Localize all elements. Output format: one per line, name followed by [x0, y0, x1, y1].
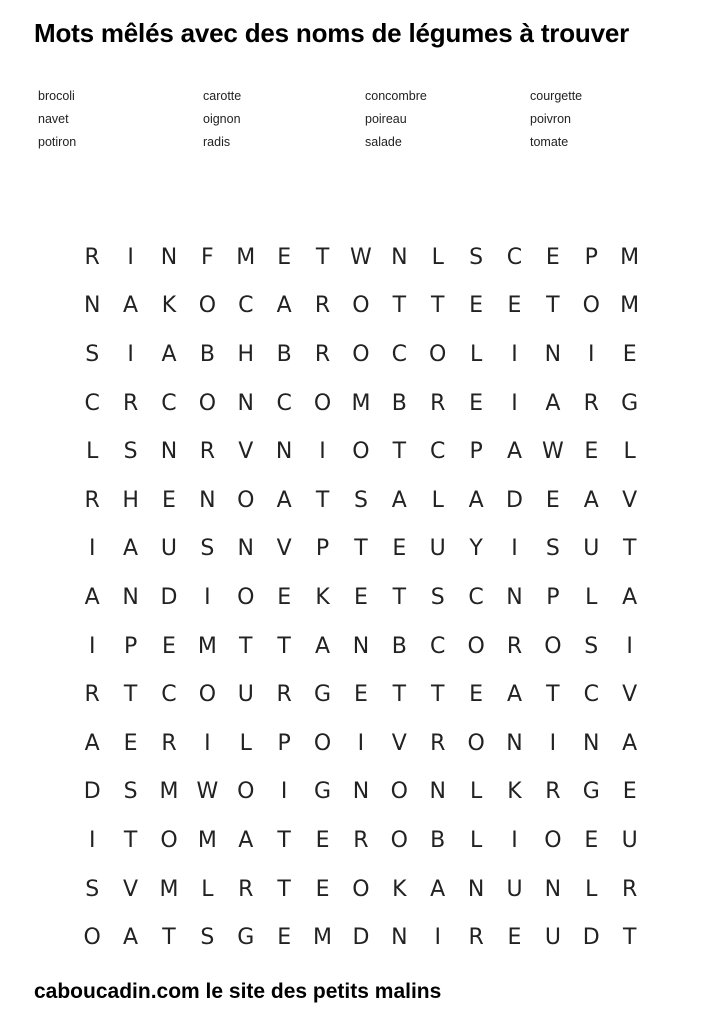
grid-letter: V — [276, 536, 292, 562]
grid-letter: S — [200, 536, 215, 562]
grid-letter: I — [88, 633, 96, 659]
page-title: Mots mêlés avec des noms de légumes à trouver — [34, 18, 630, 48]
grid-letter: A — [583, 487, 599, 513]
grid-letter: R — [430, 730, 446, 756]
word-list-item: tomate — [530, 135, 569, 149]
grid-letter: T — [123, 682, 138, 708]
grid-letter: O — [160, 827, 178, 853]
grid-letter: R — [276, 682, 292, 708]
grid-letter: T — [239, 633, 253, 659]
grid-letter: O — [467, 633, 485, 659]
grid-letter: I — [319, 439, 326, 465]
grid-letter: O — [390, 827, 408, 853]
grid-letter: U — [544, 925, 561, 951]
grid-letter: A — [123, 925, 139, 951]
grid-letter: S — [200, 925, 215, 951]
grid-letter: A — [123, 293, 139, 319]
grid-letter: U — [583, 536, 600, 562]
grid-letter: G — [582, 779, 600, 805]
grid-letter: M — [620, 293, 640, 319]
grid-letter: P — [315, 536, 330, 562]
grid-letter: R — [84, 244, 100, 270]
grid-letter: A — [391, 487, 407, 513]
grid-letter: P — [546, 584, 560, 610]
grid-letter: B — [391, 390, 407, 416]
grid-letter: P — [123, 633, 138, 659]
grid-letter: A — [315, 633, 331, 659]
grid-letter: T — [277, 827, 291, 853]
grid-letter: M — [313, 925, 333, 951]
grid-letter: L — [585, 584, 598, 610]
grid-letter: E — [315, 827, 330, 853]
grid-letter: R — [314, 341, 331, 367]
grid-letter: V — [123, 876, 139, 902]
grid-letter: I — [88, 827, 96, 853]
grid-letter: O — [198, 390, 217, 416]
grid-letter: S — [123, 439, 138, 465]
grid-letter: A — [545, 390, 561, 416]
word-list-item: salade — [365, 135, 402, 149]
site-footer: caboucadin.com le site des petits malins — [34, 980, 442, 1003]
grid-letter: R — [238, 876, 254, 902]
grid-letter: S — [85, 341, 100, 367]
grid-letter: Y — [469, 536, 483, 562]
grid-letter: O — [198, 682, 217, 708]
grid-letter: N — [352, 633, 370, 659]
grid-letter: T — [315, 244, 330, 270]
grid-letter: C — [276, 390, 292, 416]
grid-letter: O — [198, 293, 217, 319]
grid-letter: P — [277, 730, 291, 756]
grid-letter: C — [391, 341, 407, 367]
grid-letter: N — [160, 244, 178, 270]
grid-letter: U — [237, 682, 254, 708]
grid-letter: E — [622, 341, 637, 367]
grid-letter: R — [430, 390, 446, 416]
grid-letter: R — [84, 682, 100, 708]
word-list-item: potiron — [38, 135, 77, 149]
grid-letter: A — [622, 584, 638, 610]
grid-letter: K — [315, 584, 330, 610]
grid-letter: A — [123, 536, 139, 562]
word-list-item: oignon — [203, 112, 241, 126]
grid-letter: T — [622, 536, 637, 562]
grid-letter: S — [469, 244, 484, 270]
grid-letter: T — [546, 293, 560, 319]
grid-letter: K — [161, 293, 177, 319]
grid-letter: O — [237, 584, 255, 610]
grid-letter: E — [469, 682, 484, 708]
grid-letter: T — [123, 827, 138, 853]
grid-letter: W — [350, 244, 372, 270]
grid-letter: I — [511, 827, 518, 853]
grid-letter: D — [83, 779, 101, 805]
grid-letter: A — [276, 293, 292, 319]
grid-letter: C — [430, 439, 446, 465]
grid-letter: D — [160, 584, 178, 610]
grid-letter: T — [392, 439, 407, 465]
grid-letter: E — [277, 244, 292, 270]
grid-letter: O — [237, 779, 255, 805]
grid-letter: E — [507, 925, 522, 951]
grid-letter: T — [392, 682, 407, 708]
grid-letter: N — [506, 730, 523, 756]
grid-letter: A — [84, 584, 100, 610]
grid-letter: E — [277, 925, 292, 951]
grid-letter: O — [352, 341, 370, 367]
grid-letter: T — [392, 584, 407, 610]
grid-letter: S — [85, 876, 100, 902]
grid-letter: I — [588, 341, 595, 367]
grid-letter: B — [276, 341, 292, 367]
grid-letter: D — [506, 487, 523, 513]
grid-letter: A — [430, 876, 446, 902]
grid-letter: C — [468, 584, 484, 610]
grid-letter: B — [391, 633, 407, 659]
word-list-item: courgette — [530, 89, 583, 103]
grid-letter: E — [507, 293, 522, 319]
grid-letter: V — [391, 730, 407, 756]
grid-letter: R — [353, 827, 369, 853]
grid-letter: N — [429, 779, 446, 805]
grid-letter: I — [434, 925, 441, 951]
grid-letter: E — [469, 293, 484, 319]
word-list-item: poireau — [365, 112, 407, 126]
grid-letter: I — [280, 779, 288, 805]
grid-letter: A — [468, 487, 484, 513]
grid-letter: A — [506, 682, 523, 708]
grid-letter: E — [392, 536, 407, 562]
grid-letter: R — [84, 487, 100, 513]
grid-letter: L — [431, 244, 444, 270]
grid-letter: O — [352, 439, 370, 465]
grid-letter: N — [583, 730, 600, 756]
grid-letter: I — [549, 730, 557, 756]
grid-letter: O — [544, 633, 562, 659]
letter-grid — [73, 233, 650, 971]
grid-letter: N — [467, 876, 485, 902]
grid-letter: O — [237, 487, 255, 513]
grid-letter: S — [353, 487, 368, 513]
grid-letter: N — [506, 584, 523, 610]
grid-letter: U — [621, 827, 638, 853]
grid-letter: O — [313, 390, 332, 416]
word-list-item: carotte — [203, 89, 242, 103]
grid-letter: T — [315, 487, 330, 513]
grid-letter: C — [430, 633, 446, 659]
grid-letter: E — [277, 584, 292, 610]
grid-letter: A — [161, 341, 177, 367]
grid-letter: I — [127, 341, 134, 367]
grid-letter: V — [622, 682, 638, 708]
grid-letter: U — [506, 876, 523, 902]
grid-letter: A — [238, 827, 254, 853]
grid-letter: R — [199, 439, 216, 465]
grid-letter: H — [237, 341, 255, 367]
grid-letter: L — [469, 779, 483, 805]
grid-letter: C — [238, 293, 254, 319]
grid-letter: O — [352, 293, 370, 319]
grid-letter: H — [122, 487, 139, 513]
grid-letter: I — [357, 730, 365, 756]
grid-letter: E — [469, 390, 484, 416]
grid-letter: L — [239, 730, 252, 756]
grid-letter: R — [583, 390, 599, 416]
grid-letter: E — [162, 487, 176, 513]
grid-letter: A — [622, 730, 638, 756]
grid-letter: T — [546, 682, 560, 708]
grid-letter: W — [196, 779, 219, 805]
grid-letter: S — [123, 779, 138, 805]
grid-letter: I — [204, 584, 211, 610]
grid-letter: O — [582, 293, 600, 319]
grid-letter: F — [201, 244, 214, 270]
grid-letter: I — [511, 341, 518, 367]
grid-letter: T — [162, 925, 176, 951]
word-list-item: poivron — [530, 112, 571, 126]
grid-letter: E — [123, 730, 138, 756]
grid-letter: R — [622, 876, 638, 902]
grid-letter: T — [277, 876, 291, 902]
grid-letter: D — [582, 925, 600, 951]
grid-letter: C — [506, 244, 523, 270]
grid-letter: L — [469, 827, 483, 853]
grid-letter: L — [431, 487, 444, 513]
grid-letter: M — [159, 779, 179, 805]
grid-letter: E — [622, 779, 637, 805]
grid-letter: U — [429, 536, 446, 562]
grid-letter: O — [313, 730, 332, 756]
grid-letter: B — [199, 341, 215, 367]
grid-letter: D — [352, 925, 370, 951]
grid-letter: E — [315, 876, 330, 902]
grid-letter: N — [237, 390, 254, 416]
grid-letter: M — [620, 244, 640, 270]
grid-letter: G — [237, 925, 255, 951]
grid-letter: R — [506, 633, 523, 659]
grid-letter: M — [351, 390, 371, 416]
grid-letter: T — [622, 925, 637, 951]
grid-letter: O — [352, 876, 370, 902]
grid-letter: O — [390, 779, 408, 805]
grid-letter: R — [122, 390, 139, 416]
grid-letter: A — [506, 439, 523, 465]
grid-letter: M — [236, 244, 256, 270]
grid-letter: L — [623, 439, 636, 465]
grid-letter: T — [354, 536, 368, 562]
grid-letter: I — [127, 244, 134, 270]
grid-letter: N — [122, 584, 139, 610]
grid-letter: T — [430, 293, 445, 319]
grid-letter: N — [160, 439, 178, 465]
grid-letter: E — [584, 439, 599, 465]
grid-letter: E — [162, 633, 176, 659]
grid-letter: N — [352, 779, 370, 805]
grid-letter: I — [626, 633, 633, 659]
grid-letter: S — [584, 633, 599, 659]
grid-letter: A — [276, 487, 292, 513]
grid-letter: G — [314, 779, 332, 805]
grid-letter: T — [277, 633, 291, 659]
grid-letter: I — [204, 730, 211, 756]
word-list-item: concombre — [365, 89, 427, 103]
grid-letter: E — [584, 827, 599, 853]
grid-letter: I — [88, 536, 96, 562]
grid-letter: N — [83, 293, 101, 319]
grid-letter: P — [469, 439, 483, 465]
grid-letter: N — [237, 536, 254, 562]
grid-letter: O — [544, 827, 562, 853]
grid-letter: V — [622, 487, 638, 513]
grid-letter: S — [430, 584, 445, 610]
grid-letter: E — [545, 244, 560, 270]
grid-letter: T — [392, 293, 407, 319]
grid-letter: U — [160, 536, 178, 562]
grid-letter: L — [469, 341, 483, 367]
grid-letter: R — [468, 925, 484, 951]
grid-letter: M — [159, 876, 179, 902]
grid-letter: C — [583, 682, 599, 708]
grid-letter: N — [544, 876, 562, 902]
word-list-item: brocoli — [38, 89, 75, 103]
grid-letter: G — [314, 682, 332, 708]
grid-letter: O — [429, 341, 447, 367]
grid-letter: T — [430, 682, 445, 708]
word-list — [38, 89, 688, 159]
grid-letter: M — [197, 633, 217, 659]
grid-letter: N — [544, 341, 562, 367]
grid-letter: C — [161, 682, 177, 708]
grid-letter: N — [391, 244, 408, 270]
grid-letter: I — [511, 390, 518, 416]
grid-letter: O — [467, 730, 485, 756]
grid-letter: L — [585, 876, 598, 902]
grid-letter: M — [197, 827, 217, 853]
grid-letter: I — [511, 536, 518, 562]
grid-letter: G — [621, 390, 639, 416]
grid-letter: E — [353, 584, 368, 610]
grid-letter: V — [238, 439, 254, 465]
grid-letter: A — [84, 730, 100, 756]
grid-letter: R — [545, 779, 561, 805]
grid-letter: E — [545, 487, 560, 513]
grid-letter: N — [199, 487, 216, 513]
word-list-item: radis — [203, 135, 231, 149]
grid-letter: L — [86, 439, 99, 465]
grid-letter: L — [201, 876, 214, 902]
grid-letter: P — [584, 244, 598, 270]
grid-letter: S — [545, 536, 560, 562]
grid-letter: W — [542, 439, 564, 465]
grid-letter: E — [353, 682, 368, 708]
grid-letter: K — [392, 876, 407, 902]
word-list-item: navet — [38, 112, 69, 126]
grid-letter: N — [391, 925, 408, 951]
grid-letter: R — [161, 730, 177, 756]
grid-letter: N — [275, 439, 293, 465]
grid-letter: K — [507, 779, 522, 805]
grid-letter: C — [84, 390, 100, 416]
grid-letter: O — [83, 925, 101, 951]
grid-letter: B — [430, 827, 446, 853]
grid-letter: C — [161, 390, 177, 416]
grid-letter: R — [314, 293, 331, 319]
